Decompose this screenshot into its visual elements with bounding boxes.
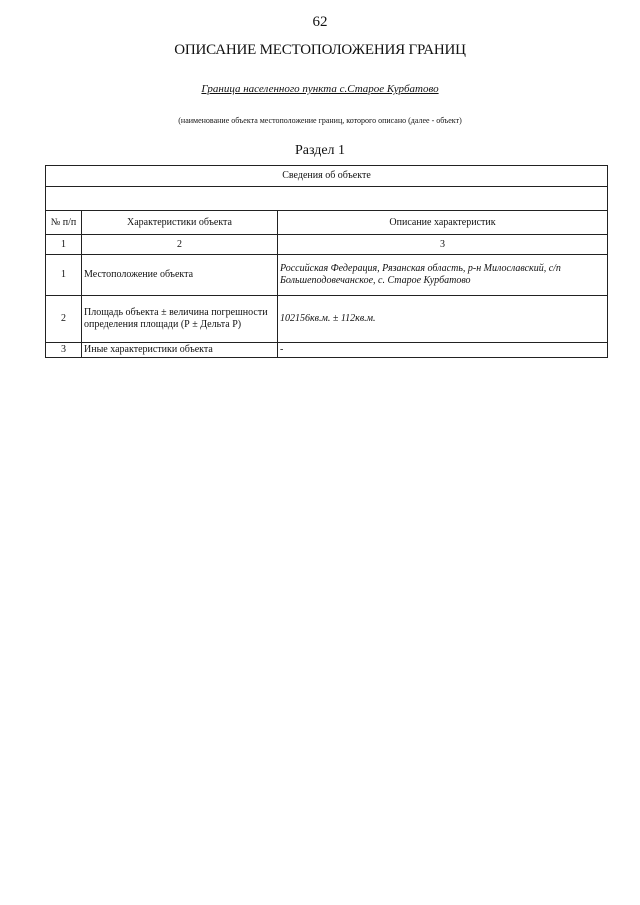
row-characteristic: Местоположение объекта xyxy=(82,255,278,296)
table-header-row xyxy=(46,166,608,187)
column-index-2: 2 xyxy=(82,235,278,255)
column-header-description: Описание характеристик xyxy=(278,211,608,235)
table-column-header-row xyxy=(46,211,608,235)
row-description: Российская Федерация, Рязанская область, р-н Милославский, с/п Большеподовечанское, с. Старое Курбатово xyxy=(278,255,608,296)
object-name-caption: (наименование объекта местоположение границ, которого описано (далее - объект) xyxy=(178,116,462,125)
table-column-index-row xyxy=(46,235,608,255)
table-row xyxy=(46,296,608,343)
table-header: Сведения об объекте xyxy=(46,166,608,187)
object-info-table xyxy=(45,165,608,358)
table-empty-row xyxy=(46,187,608,211)
row-number: 2 xyxy=(46,296,82,343)
object-name: Граница населенного пункта с.Старое Курбатово xyxy=(201,83,439,95)
table-empty-cell xyxy=(46,187,608,211)
section-title: Раздел 1 xyxy=(294,143,346,158)
document-title: ОПИСАНИЕ МЕСТОПОЛОЖЕНИЯ ГРАНИЦ xyxy=(174,42,466,58)
column-index-3: 3 xyxy=(278,235,608,255)
page-number: 62 xyxy=(312,14,328,30)
column-header-number: № п/п xyxy=(46,211,82,235)
column-index-1: 1 xyxy=(46,235,82,255)
row-number: 3 xyxy=(46,343,82,358)
row-characteristic: Иные характеристики объекта xyxy=(82,343,278,358)
row-characteristic: Площадь объекта ± величина погрешности определения площади (Р ± Дельта Р) xyxy=(82,296,278,343)
row-number: 1 xyxy=(46,255,82,296)
row-description: - xyxy=(278,343,608,358)
column-header-characteristic: Характеристики объекта xyxy=(82,211,278,235)
table-row xyxy=(46,343,608,358)
row-description: 102156кв.м. ± 112кв.м. xyxy=(278,296,608,343)
table-row xyxy=(46,255,608,296)
